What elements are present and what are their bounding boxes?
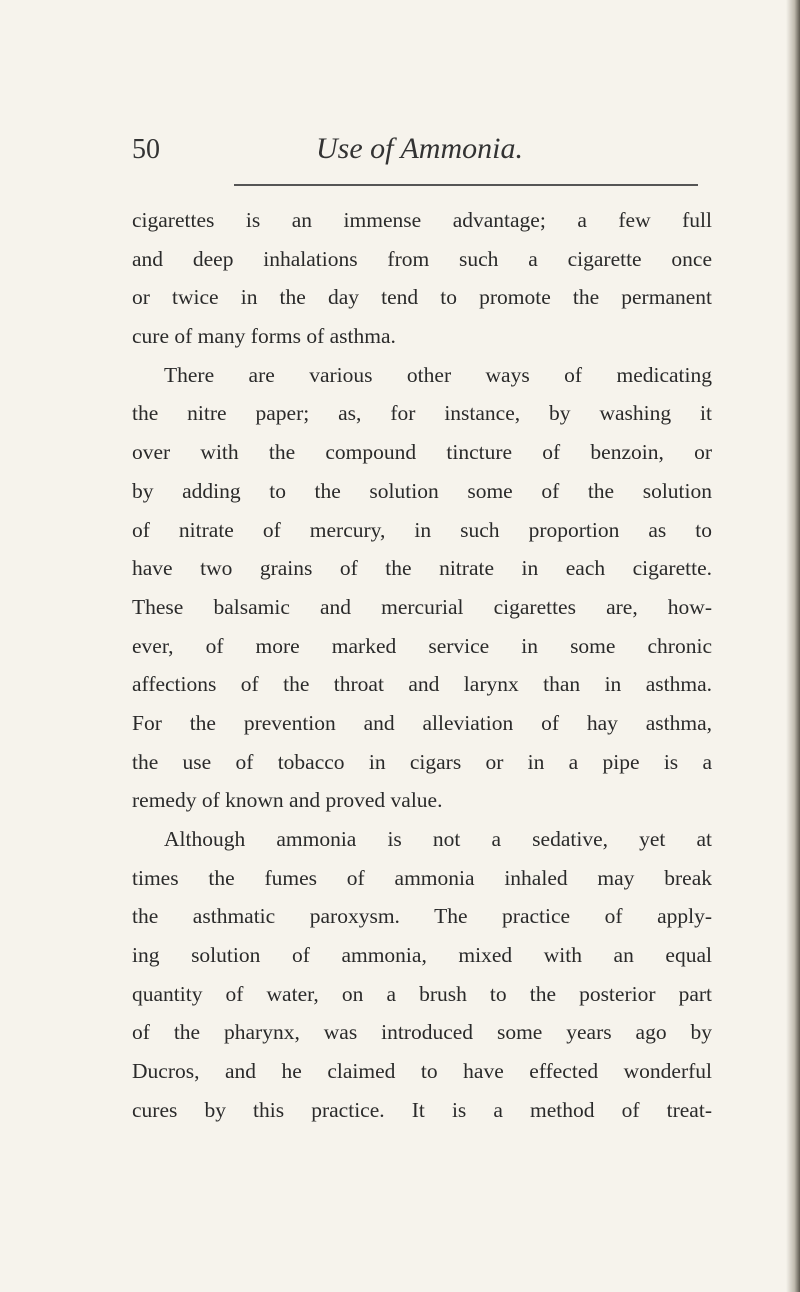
text-line: the use of tobacco in cigars or in a pipe is a (132, 749, 712, 774)
text-line: have two grains of the nitrate in each cigarette. (132, 556, 712, 581)
text-line: of nitrate of mercury, in such proportion as to (132, 517, 712, 542)
text-line: over with the compound tincture of benzoin, or (132, 440, 712, 465)
text-line: cure of many forms of asthma. (132, 324, 396, 349)
text-line: Ducros, and he claimed to have effected wonderful (132, 1059, 712, 1084)
text-line: cures by this practice. It is a method of treat- (132, 1097, 712, 1122)
text-line: There are various other ways of medicating (164, 362, 712, 387)
text-line: For the prevention and alleviation of hay asthma, (132, 710, 712, 735)
text-line: These balsamic and mercurial cigarettes are, how- (132, 594, 712, 619)
text-line: times the fumes of ammonia inhaled may break (132, 865, 712, 890)
text-line: or twice in the day tend to promote the permanent (132, 285, 712, 310)
text-line: Although ammonia is not a sedative, yet at (164, 827, 712, 851)
running-title: Use of Ammonia. (316, 132, 523, 165)
text-line: quantity of water, on a brush to the posterior part (132, 981, 712, 1006)
text-line: ever, of more marked service in some chronic (132, 633, 712, 658)
body-text (132, 201, 712, 1130)
header-rule (234, 184, 698, 186)
text-line: the asthmatic paroxysm. The practice of apply- (132, 904, 712, 929)
text-line: ing solution of ammonia, mixed with an equal (132, 943, 712, 968)
page-number: 50 (132, 134, 160, 165)
page-edge-shadow (786, 0, 800, 1292)
text-line: and deep inhalations from such a cigarette once (132, 246, 712, 271)
text-line: the nitre paper; as, for instance, by washing it (132, 401, 712, 426)
text-line: by adding to the solution some of the solution (132, 478, 712, 503)
text-line: affections of the throat and larynx than in asthma. (132, 672, 712, 697)
text-line: remedy of known and proved value. (132, 788, 443, 813)
text-line: of the pharynx, was introduced some years ago by (132, 1020, 712, 1045)
text-line: cigarettes is an immense advantage; a few full (132, 208, 712, 232)
